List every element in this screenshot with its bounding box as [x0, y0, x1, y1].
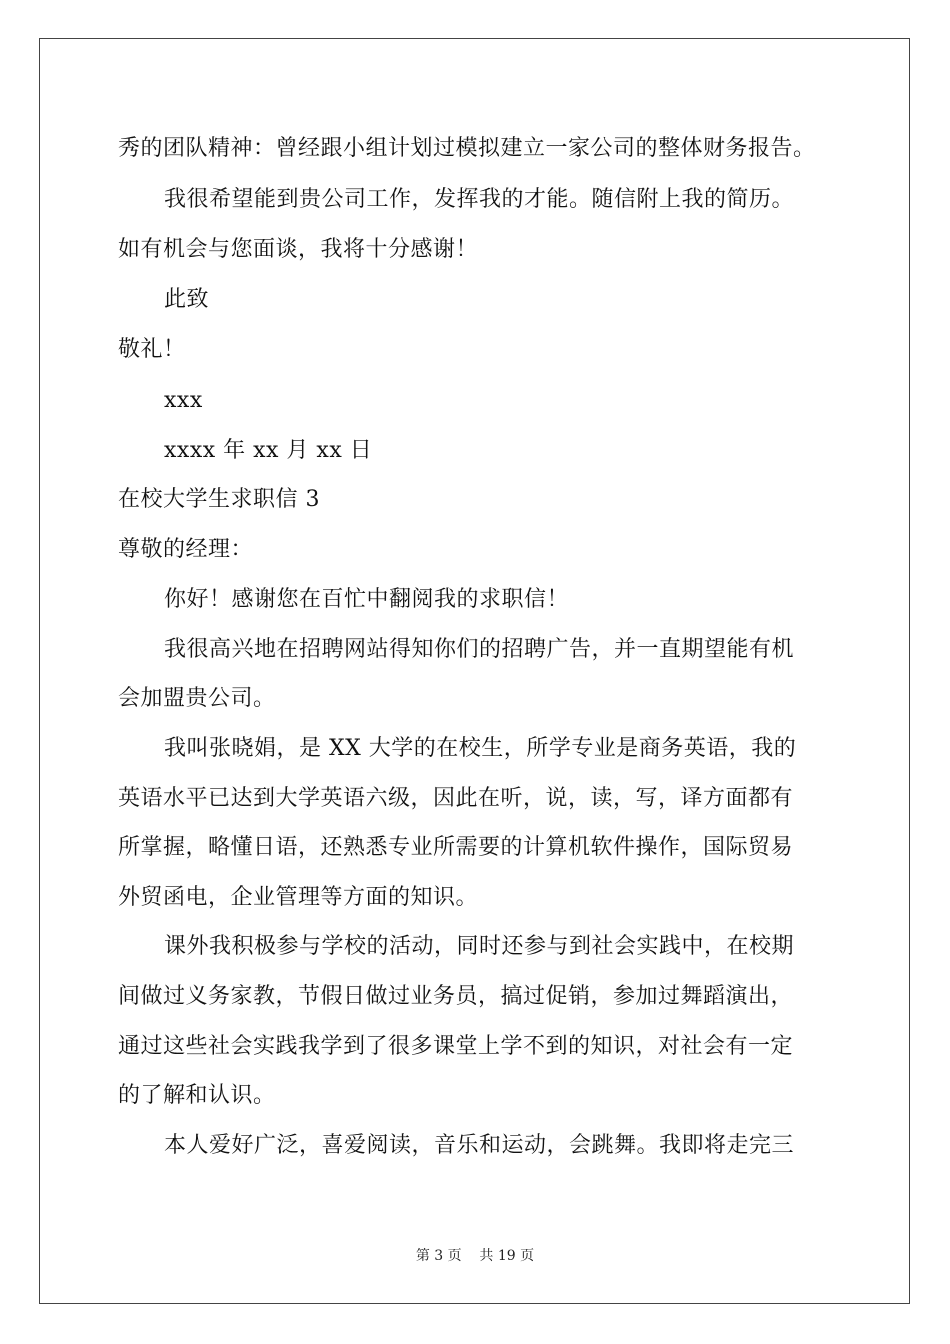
text-line: 会加盟贵公司。 [118, 686, 276, 711]
text-line: 外贸函电，企业管理等方面的知识。 [118, 885, 479, 910]
text-line: 间做过义务家教，节假日做过业务员，搞过促销，参加过舞蹈演出， [118, 984, 794, 1009]
text-line: 尊敬的经理： [118, 537, 254, 562]
text-line: xxx [164, 388, 203, 413]
text-line: xxxx 年 xx 月 xx 日 [164, 438, 373, 463]
text-line: 的了解和认识。 [118, 1083, 276, 1108]
text-line: 如有机会与您面谈，我将十分感谢！ [118, 237, 479, 262]
text-line: 我很希望能到贵公司工作，发挥我的才能。随信附上我的简历。 [164, 187, 795, 212]
text-line: 此致 [164, 287, 210, 312]
text-line: 所掌握，略懂日语，还熟悉专业所需要的计算机软件操作，国际贸易 [118, 835, 794, 860]
page-number-footer: 第 3 页 共 19 页 [415, 1248, 535, 1264]
page-frame [39, 38, 910, 1304]
text-line: 我叫张晓娟，是 XX 大学的在校生，所学专业是商务英语，我的 [164, 736, 797, 761]
text-line: 秀的团队精神：曾经跟小组计划过模拟建立一家公司的整体财务报告。 [118, 136, 816, 161]
text-line: 本人爱好广泛，喜爱阅读，音乐和运动，会跳舞。我即将走完三 [164, 1133, 795, 1158]
text-line: 通过这些社会实践我学到了很多课堂上学不到的知识，对社会有一定 [118, 1034, 794, 1059]
section-heading: 在校大学生求职信 3 [118, 487, 320, 512]
text-line: 英语水平已达到大学英语六级，因此在听，说，读，写，译方面都有 [118, 786, 794, 811]
text-line: 我很高兴地在招聘网站得知你们的招聘广告，并一直期望能有机 [164, 637, 795, 662]
text-line: 你好！感谢您在百忙中翻阅我的求职信！ [164, 587, 570, 612]
text-line: 敬礼！ [118, 337, 186, 362]
text-line: 课外我积极参与学校的活动，同时还参与到社会实践中，在校期 [164, 934, 795, 959]
